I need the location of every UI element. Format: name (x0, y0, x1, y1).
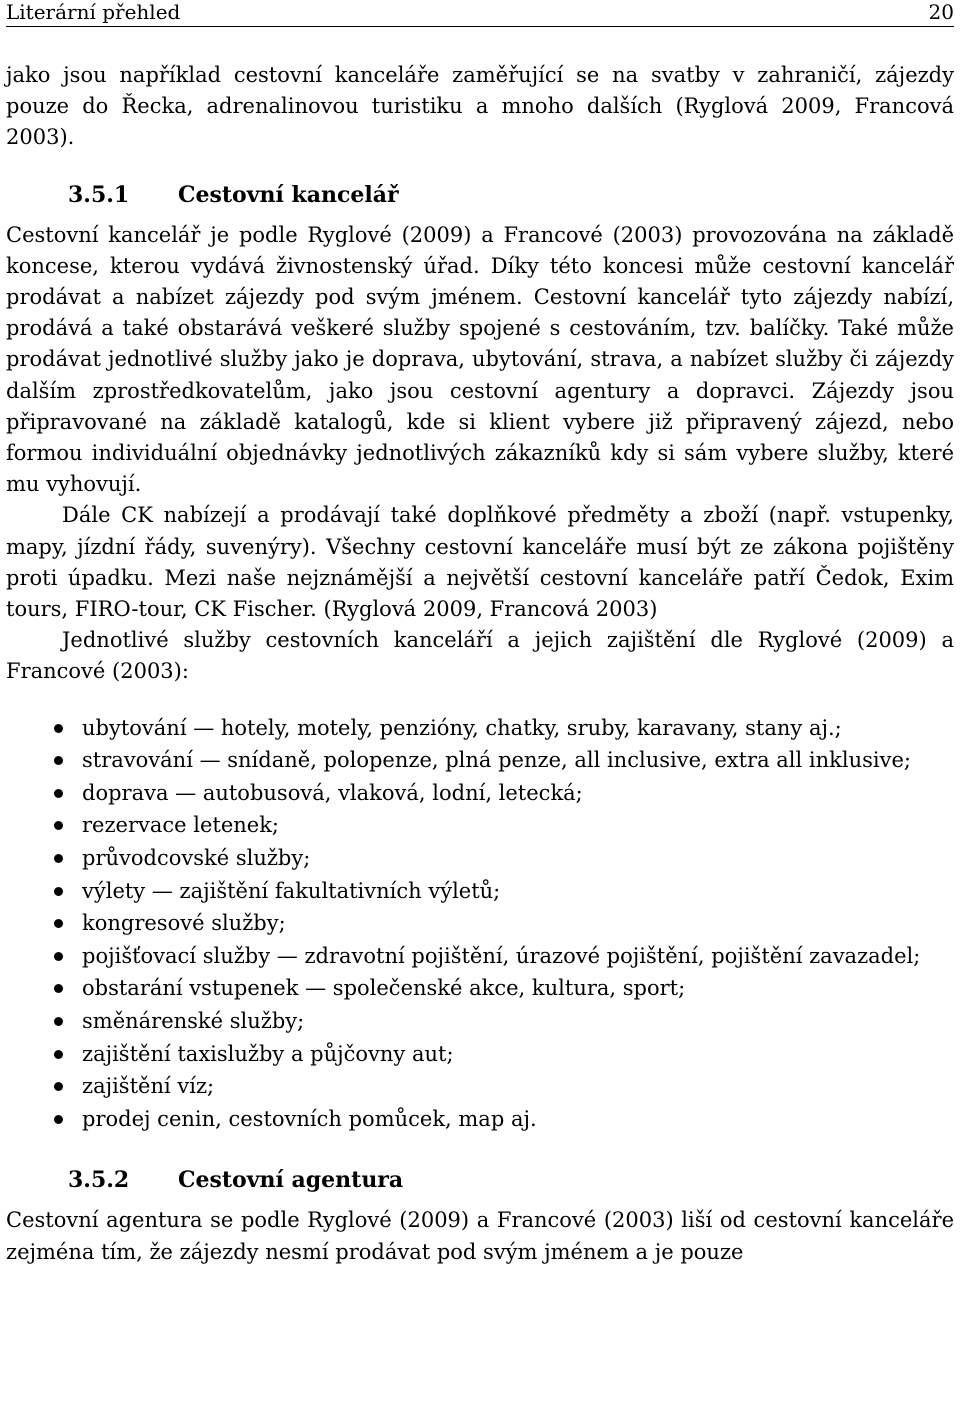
list-item: průvodcovské služby; (6, 842, 954, 875)
section-number: 3.5.2 (68, 1167, 130, 1194)
list-item: stravování — snídaně, polopenze, plná penze, all inclusive, extra all inklusive; (6, 744, 954, 777)
list-item: ubytování — hotely, motely, penzióny, chatky, sruby, karavany, stany aj.; (6, 712, 954, 745)
bullet-icon (54, 789, 63, 798)
section-heading-3-5-2 (6, 1165, 954, 1195)
page-body (6, 60, 954, 1268)
bullet-icon (54, 1115, 63, 1124)
list-item: prodej cenin, cestovních pomůcek, map aj. (6, 1103, 954, 1136)
list-item: výlety — zajištění fakultativních výletů; (6, 875, 954, 908)
bullet-icon (54, 821, 63, 830)
intro-paragraph: jako jsou například cestovní kanceláře zaměřující se na svatby v zahraničí, zájezdy pouze do Řecka, adrenalinovou turistiku a mnoho dalších (Ryglová 2009, Francová 2003). (6, 63, 954, 150)
header-title: Literární přehled (6, 0, 181, 24)
running-header (6, 0, 954, 27)
section-heading-3-5-1 (6, 180, 954, 210)
list-item: rezervace letenek; (6, 809, 954, 842)
section-title: Cestovní agentura (178, 1167, 404, 1194)
list-item: zajištění víz; (6, 1070, 954, 1103)
body-paragraph: Cestovní agentura se podle Ryglové (2009) a Francové (2003) liší od cestovní kanceláře zejména tím, že zájezdy nesmí prodávat pod svým jménem a je pouze (6, 1208, 954, 1264)
bullet-icon (54, 854, 63, 863)
bullet-icon (54, 724, 63, 733)
bullet-icon (54, 1050, 63, 1059)
list-item: zajištění taxislužby a půjčovny aut; (6, 1038, 954, 1071)
bullet-icon (54, 756, 63, 765)
page-number: 20 (928, 0, 954, 24)
bullet-icon (54, 952, 63, 961)
body-paragraph: Dále CK nabízejí a prodávají také doplňkové předměty a zboží (např. vstupenky, mapy, jízdní řády, suvenýry). Všechny cestovní kanceláře musí být ze zákona pojištěny proti úpadku. Mezi naše nejznámější a největší cestovní kanceláře patří Čedok, Exim tours, FIRO-tour, CK Fischer. (Ryglová 2009, Francová 2003) (6, 503, 954, 622)
section-title: Cestovní kancelář (178, 181, 399, 208)
list-item: obstarání vstupenek — společenské akce, kultura, sport; (6, 972, 954, 1005)
bullet-icon (54, 919, 63, 928)
list-item: doprava — autobusová, vlaková, lodní, letecká; (6, 777, 954, 810)
list-item: kongresové služby; (6, 907, 954, 940)
bullet-icon (54, 984, 63, 993)
list-item: pojišťovací služby — zdravotní pojištění, úrazové pojištění, pojištění zavazadel; (6, 940, 954, 973)
bullet-icon (54, 1082, 63, 1091)
body-paragraph: Cestovní kancelář je podle Ryglové (2009) a Francové (2003) provozována na základě koncese, kterou vydává živnostenský úřad. Díky této koncesi může cestovní kancelář prodávat a nabízet zájezdy pod svým jménem. Cestovní kancelář tyto zájezdy nabízí, prodává a také obstarává veškeré služby spojené s cestováním, tzv. balíčky. Také může prodávat jednotlivé služby jako je doprava, ubytování, strava, a nabízet služby či zájezdy dalším zprostředkovatelům, jako jsou cestovní agentury a dopravci. Zájezdy jsou připravované na základě katalogů, kde si klient vybere již připravený zájezd, nebo formou individuální objednávky jednotlivých zákazníků kdy si sám vybere služby, které mu vyhovují. (6, 222, 954, 497)
bullet-icon (54, 887, 63, 896)
body-paragraph: Jednotlivé služby cestovních kanceláří a jejich zajištění dle Ryglové (2009) a Francové (2003): (6, 628, 954, 684)
services-list (6, 712, 954, 1136)
list-item: směnárenské služby; (6, 1005, 954, 1038)
section-number: 3.5.1 (68, 181, 130, 208)
bullet-icon (54, 1017, 63, 1026)
